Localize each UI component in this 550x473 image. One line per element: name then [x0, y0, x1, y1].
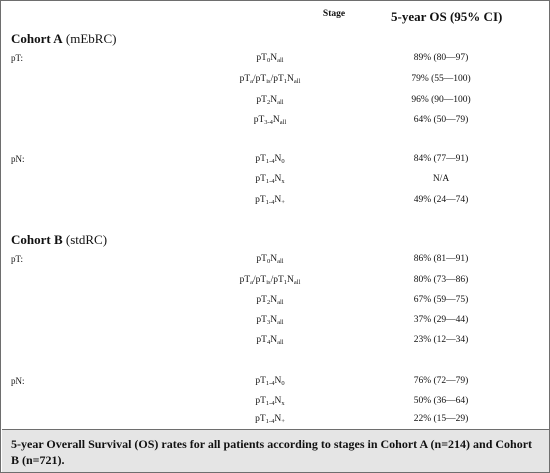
table-row-os: 37% (29—44) — [413, 315, 469, 325]
cohort-a-name: Cohort A — [11, 31, 63, 46]
table-row-stage: $pT_2N_{all}$ — [256, 295, 284, 306]
table-row-stage: $pT_0N_{all}$ — [256, 254, 284, 265]
table-row-os: 76% (72—79) — [413, 376, 469, 386]
table-row-stage: $pT_{1-4}N_x$ — [255, 396, 285, 407]
cohort-a-pt-label: pT: — [11, 53, 24, 63]
table-row-os: N/A — [432, 174, 450, 184]
table-row-os: 80% (73—86) — [413, 275, 469, 285]
table-caption: 5-year Overall Survival (OS) rates for all patients according to stages in Cohort A (n=214) and Cohort B (n=721). — [2, 429, 549, 472]
table-row-stage: $pT_{1-4}N_0$ — [255, 376, 285, 387]
table-row-os: 96% (90—100) — [411, 95, 471, 105]
table-row-stage: $pT_4N_{all}$ — [256, 335, 284, 346]
cohort-b-heading — [11, 232, 107, 248]
table-row-stage: $pT_a/pT_{is}/pT_1N_{all}$ — [239, 74, 301, 85]
table-row-stage: $pT_{1-4}N_x$ — [255, 174, 285, 185]
table-row-os: 84% (77—91) — [413, 154, 469, 164]
table-row-os: 67% (59—75) — [413, 295, 469, 305]
cohort-b-pt-label: pT: — [11, 254, 24, 264]
table-row-os: 23% (12—34) — [413, 335, 469, 345]
cohort-b-type: (stdRC) — [65, 232, 108, 247]
table-row-stage: $pT_{1-4}N_+$ — [255, 195, 285, 206]
table-row-os: 22% (15—29) — [413, 414, 469, 424]
cohort-a-type: (mEbRC) — [65, 31, 117, 46]
cohort-a-pn-label: pN: — [11, 154, 25, 164]
table-row-os: 79% (55—100) — [411, 74, 471, 84]
cohort-a-heading — [11, 31, 116, 47]
table-row-os: 86% (81—91) — [413, 254, 469, 264]
table-row-stage: $pT_{3-4}N_{all}$ — [253, 115, 287, 126]
table-row-os: 89% (80—97) — [413, 53, 469, 63]
table-row-os: 64% (50—79) — [413, 115, 469, 125]
table-row-stage: $pT_a/pT_{is}/pT_1N_{all}$ — [239, 275, 301, 286]
table-row-stage: $pT_{1-4}N_+$ — [255, 414, 285, 425]
table-row-stage: $pT_3N_{all}$ — [256, 315, 284, 326]
column-header-stage: Stage — [322, 9, 346, 19]
table-row-stage: $pT_{1-4}N_0$ — [255, 154, 285, 165]
cohort-b-name: Cohort B — [11, 232, 63, 247]
table-row-stage: $pT_2N_{all}$ — [256, 95, 284, 106]
column-header-os: 5-year OS (95% CI) — [391, 9, 503, 24]
table-row-stage: $pT_0N_{all}$ — [256, 53, 284, 64]
cohort-b-pn-label: pN: — [11, 376, 25, 386]
table-row-os: 49% (24—74) — [413, 195, 469, 205]
table-row-os: 50% (36—64) — [413, 396, 469, 406]
